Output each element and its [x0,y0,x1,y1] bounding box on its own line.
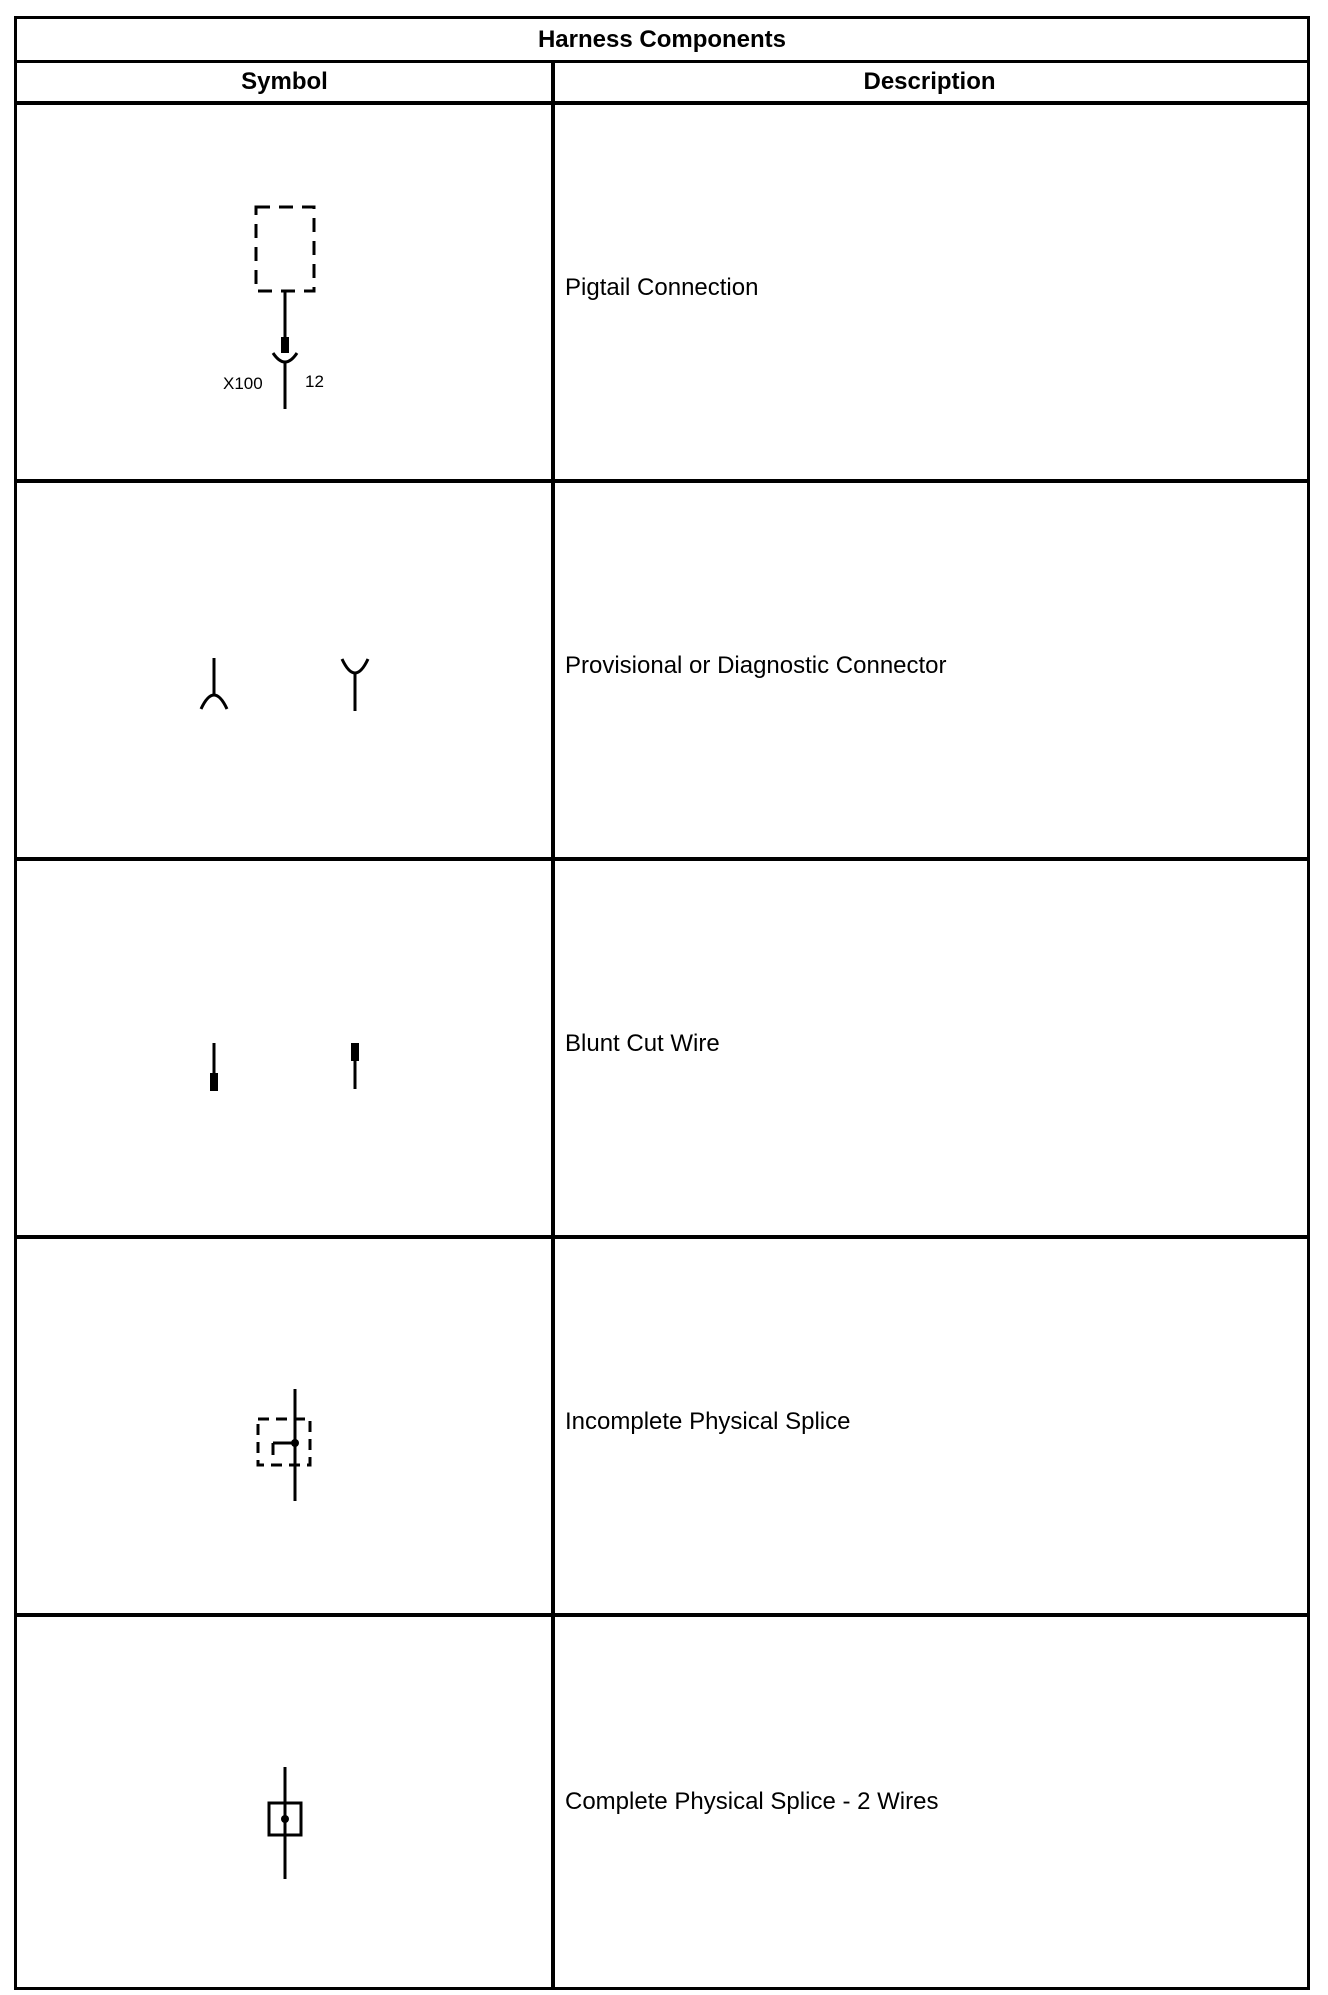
blunt-cut-wire-icon [17,861,551,1235]
description-cell: Pigtail Connection [565,274,759,301]
description-column-header: Description [863,68,996,95]
description-cell: Blunt Cut Wire [565,1030,720,1057]
symbol-cell [17,105,551,479]
symbol-column-header: Symbol [241,68,328,95]
table-row [17,483,1307,861]
harness-components-table [14,16,1310,1990]
symbol-cell [17,483,551,857]
symbol-cell [17,1239,551,1613]
header-row [17,63,1307,105]
table-row [17,105,1307,483]
provisional-connector-icon [17,483,551,857]
symbol-cell [17,861,551,1235]
description-cell: Complete Physical Splice - 2 Wires [565,1788,939,1815]
table-row [17,1239,1307,1617]
description-cell: Incomplete Physical Splice [565,1408,851,1435]
column-divider [551,63,555,1987]
connector-label: X100 [223,374,263,393]
description-cell: Provisional or Diagnostic Connector [565,652,947,679]
symbol-cell [17,1617,551,1995]
table-title: Harness Components [17,19,1307,63]
complete-splice-icon [17,1617,551,1991]
incomplete-splice-icon [17,1239,551,1613]
table-row [17,861,1307,1239]
pin-label: 12 [305,372,324,391]
table-row [17,1617,1307,1995]
pigtail-connection-icon [17,105,551,479]
